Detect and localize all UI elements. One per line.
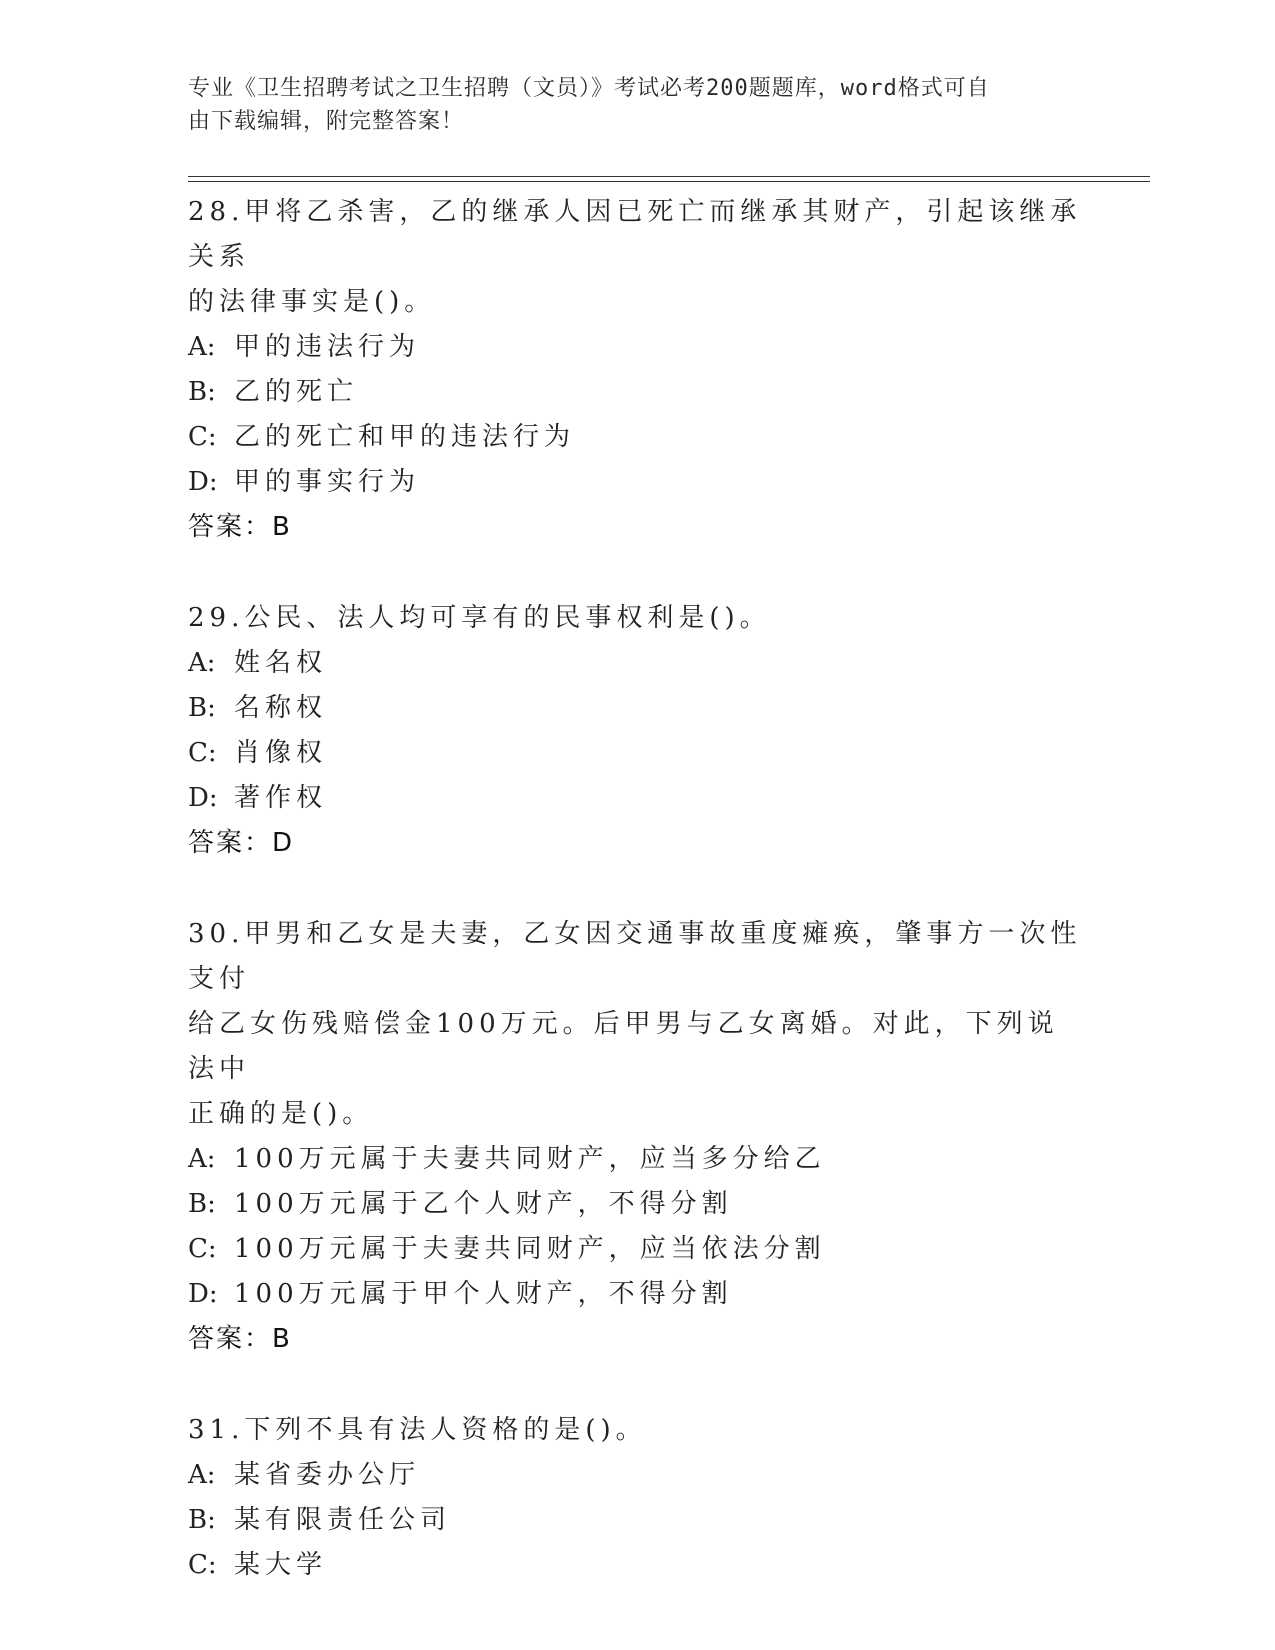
option-key: C:	[188, 738, 217, 768]
option-key: C:	[188, 1550, 217, 1580]
question-31	[188, 1408, 1088, 1588]
option-key: B:	[188, 1189, 216, 1219]
option-text: 乙的死亡和甲的违法行为	[234, 422, 576, 452]
option-c	[188, 731, 1088, 776]
question-spacer	[188, 550, 1088, 596]
question-stem-line: 31.下列不具有法人资格的是()。	[188, 1415, 647, 1445]
option-key: C:	[188, 1234, 217, 1264]
option-text: 某大学	[234, 1550, 328, 1580]
header-line-1: 专业《卫生招聘考试之卫生招聘（文员）》考试必考200题题库，word格式可自	[188, 76, 990, 101]
option-text: 100万元属于甲个人财产，不得分割	[234, 1279, 733, 1309]
question-stem-line: 给乙女伤残赔偿金100万元。后甲男与乙女离婚。对此，下列说法中	[188, 1009, 1059, 1084]
question-stem-line: 29.公民、法人均可享有的民事权利是()。	[188, 603, 771, 633]
option-text: 100万元属于夫妻共同财产，应当多分给乙	[234, 1144, 826, 1174]
option-key: A:	[188, 648, 216, 678]
option-key: B:	[188, 377, 216, 407]
option-list	[188, 641, 1088, 821]
option-key: D:	[188, 1279, 218, 1309]
option-text: 100万元属于夫妻共同财产，应当依法分割	[234, 1234, 826, 1264]
option-key: D:	[188, 467, 218, 497]
option-key: B:	[188, 1505, 216, 1535]
option-text: 100万元属于乙个人财产，不得分割	[234, 1189, 733, 1219]
option-a	[188, 1453, 1088, 1498]
option-key: A:	[188, 1460, 216, 1490]
question-stem-line: 的法律事实是()。	[188, 287, 436, 317]
option-text: 甲的违法行为	[234, 332, 421, 362]
question-stem-line: 30.甲男和乙女是夫妻，乙女因交通事故重度瘫痪，肇事方一次性支付	[188, 919, 1082, 994]
option-a	[188, 325, 1088, 370]
header-divider-bottom	[188, 181, 1150, 182]
question-30	[188, 912, 1088, 1362]
option-a	[188, 641, 1088, 686]
option-list	[188, 1453, 1088, 1588]
option-text: 某有限责任公司	[234, 1505, 452, 1535]
option-b	[188, 1498, 1088, 1543]
option-text: 肖像权	[234, 738, 328, 768]
option-key: A:	[188, 332, 216, 362]
option-text: 名称权	[234, 693, 328, 723]
question-28	[188, 190, 1088, 550]
question-stem-line: 正确的是()。	[188, 1099, 374, 1129]
option-b	[188, 370, 1088, 415]
option-text: 某省委办公厅	[234, 1460, 421, 1490]
option-d	[188, 1272, 1088, 1317]
header-line-2: 由下载编辑，附完整答案！	[188, 109, 465, 134]
option-c	[188, 1227, 1088, 1272]
option-list	[188, 1137, 1088, 1317]
question-list	[188, 190, 1088, 1588]
option-d	[188, 460, 1088, 505]
header-divider-top	[188, 176, 1150, 177]
option-key: A:	[188, 1144, 216, 1174]
option-c	[188, 415, 1088, 460]
option-text: 著作权	[234, 783, 328, 813]
option-d	[188, 776, 1088, 821]
answer-line: 答案：B	[188, 1324, 292, 1354]
option-text: 姓名权	[234, 648, 328, 678]
answer-line: 答案：D	[188, 828, 295, 858]
question-spacer	[188, 1362, 1088, 1408]
option-a	[188, 1137, 1088, 1182]
option-b	[188, 686, 1088, 731]
option-b	[188, 1182, 1088, 1227]
answer-line: 答案：B	[188, 512, 292, 542]
question-29	[188, 596, 1088, 866]
document-header	[188, 72, 1068, 138]
option-c	[188, 1543, 1088, 1588]
option-list	[188, 325, 1088, 505]
option-key: D:	[188, 783, 218, 813]
option-key: C:	[188, 422, 217, 452]
option-key: B:	[188, 693, 216, 723]
question-stem-line: 28.甲将乙杀害，乙的继承人因已死亡而继承其财产，引起该继承关系	[188, 197, 1082, 272]
option-text: 乙的死亡	[234, 377, 359, 407]
question-spacer	[188, 866, 1088, 912]
option-text: 甲的事实行为	[234, 467, 421, 497]
